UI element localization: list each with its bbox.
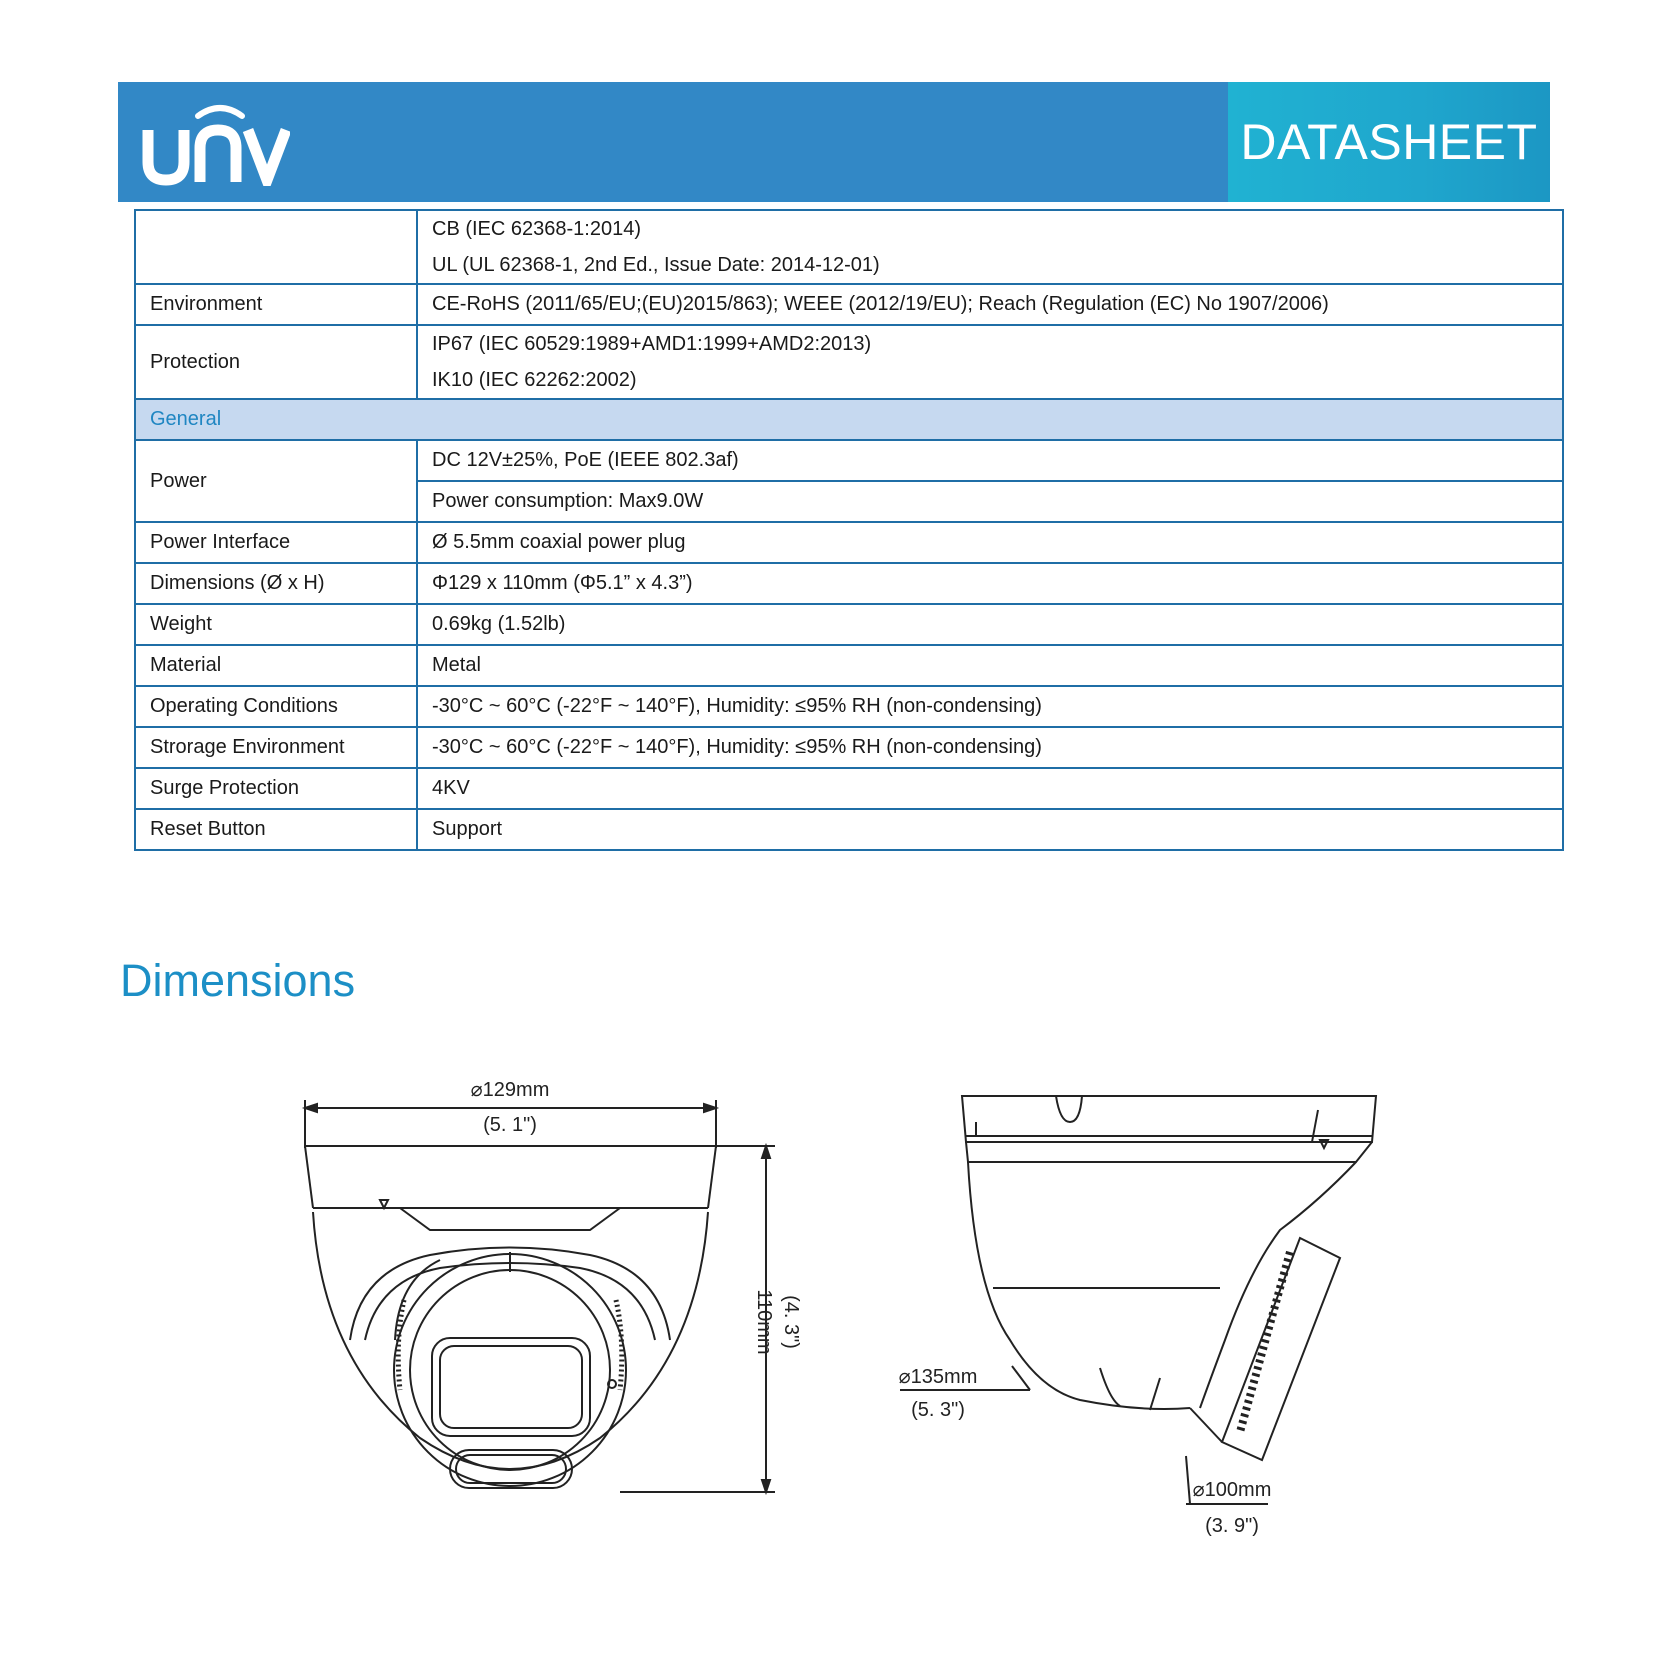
row-value: -30°C ~ 60°C (-22°F ~ 140°F), Humidity: ≤95% RH (non-condensing) [417,727,1563,768]
row-label: Strorage Environment [135,727,417,768]
side-dia1-in: (5. 3") [911,1399,965,1421]
row-value: Support [417,809,1563,850]
front-width-in: (5. 1") [483,1114,537,1136]
table-row [135,809,1563,850]
table-row [135,522,1563,563]
table-row [135,563,1563,604]
table-row [135,440,1563,481]
section-general: General [135,399,1563,440]
row-value: DC 12V±25%, PoE (IEEE 802.3af) [417,440,1563,481]
datasheet-label: DATASHEET [1240,114,1538,170]
row-label: Dimensions (Ø x H) [135,563,417,604]
side-dia2-mm: ⌀100mm [1192,1479,1272,1501]
table-row [135,604,1563,645]
row-value: Power consumption: Max9.0W [417,481,1563,522]
front-height-in: (4. 3") [780,1295,802,1349]
table-row [135,284,1563,325]
row-label: Environment [135,284,417,325]
side-view-drawing [900,1096,1376,1504]
side-dia2-in: (3. 9") [1205,1515,1259,1537]
table-row [135,727,1563,768]
datasheet-badge [1228,82,1550,202]
row-value: -30°C ~ 60°C (-22°F ~ 140°F), Humidity: ≤95% RH (non-condensing) [417,686,1563,727]
front-height-mm: 110mm [753,1289,775,1355]
ul-cert: UL (UL 62368-1, 2nd Ed., Issue Date: 2014-12-01) [432,254,880,276]
front-width-mm: ⌀129mm [470,1079,550,1101]
side-dia1-mm: ⌀135mm [898,1366,978,1388]
table-row [135,768,1563,809]
section-header-row [135,399,1563,440]
front-view-drawing [305,1100,775,1492]
spec-table [134,209,1564,851]
table-row [135,645,1563,686]
header-banner [118,82,1550,202]
cb-cert: CB (IEC 62368-1:2014) [432,218,642,240]
row-value [417,325,1563,399]
row-label: Reset Button [135,809,417,850]
certification-label-cell [135,210,417,284]
ik-rating: IK10 (IEC 62262:2002) [432,369,637,391]
table-row [135,686,1563,727]
row-value: Φ129 x 110mm (Φ5.1” x 4.3”) [417,563,1563,604]
row-label: Protection [135,325,417,399]
row-value: CE-RoHS (2011/65/EU;(EU)2015/863); WEEE (2012/19/EU); Reach (Regulation (EC) No 1907/2006) [417,284,1563,325]
row-label: Weight [135,604,417,645]
dimensions-heading: Dimensions [120,955,356,1006]
row-label: Operating Conditions [135,686,417,727]
table-row [135,210,1563,284]
unv-logo [140,100,290,186]
row-label: Material [135,645,417,686]
table-row [135,325,1563,399]
row-label: Power Interface [135,522,417,563]
row-label: Power [135,440,417,522]
row-value: 4KV [417,768,1563,809]
row-value: 0.69kg (1.52lb) [417,604,1563,645]
row-label: Surge Protection [135,768,417,809]
dimension-drawings [0,1040,1654,1560]
ip-rating: IP67 (IEC 60529:1989+AMD1:1999+AMD2:2013) [432,333,872,355]
certification-value-cell [417,210,1563,284]
row-value: Metal [417,645,1563,686]
row-value: Ø 5.5mm coaxial power plug [417,522,1563,563]
